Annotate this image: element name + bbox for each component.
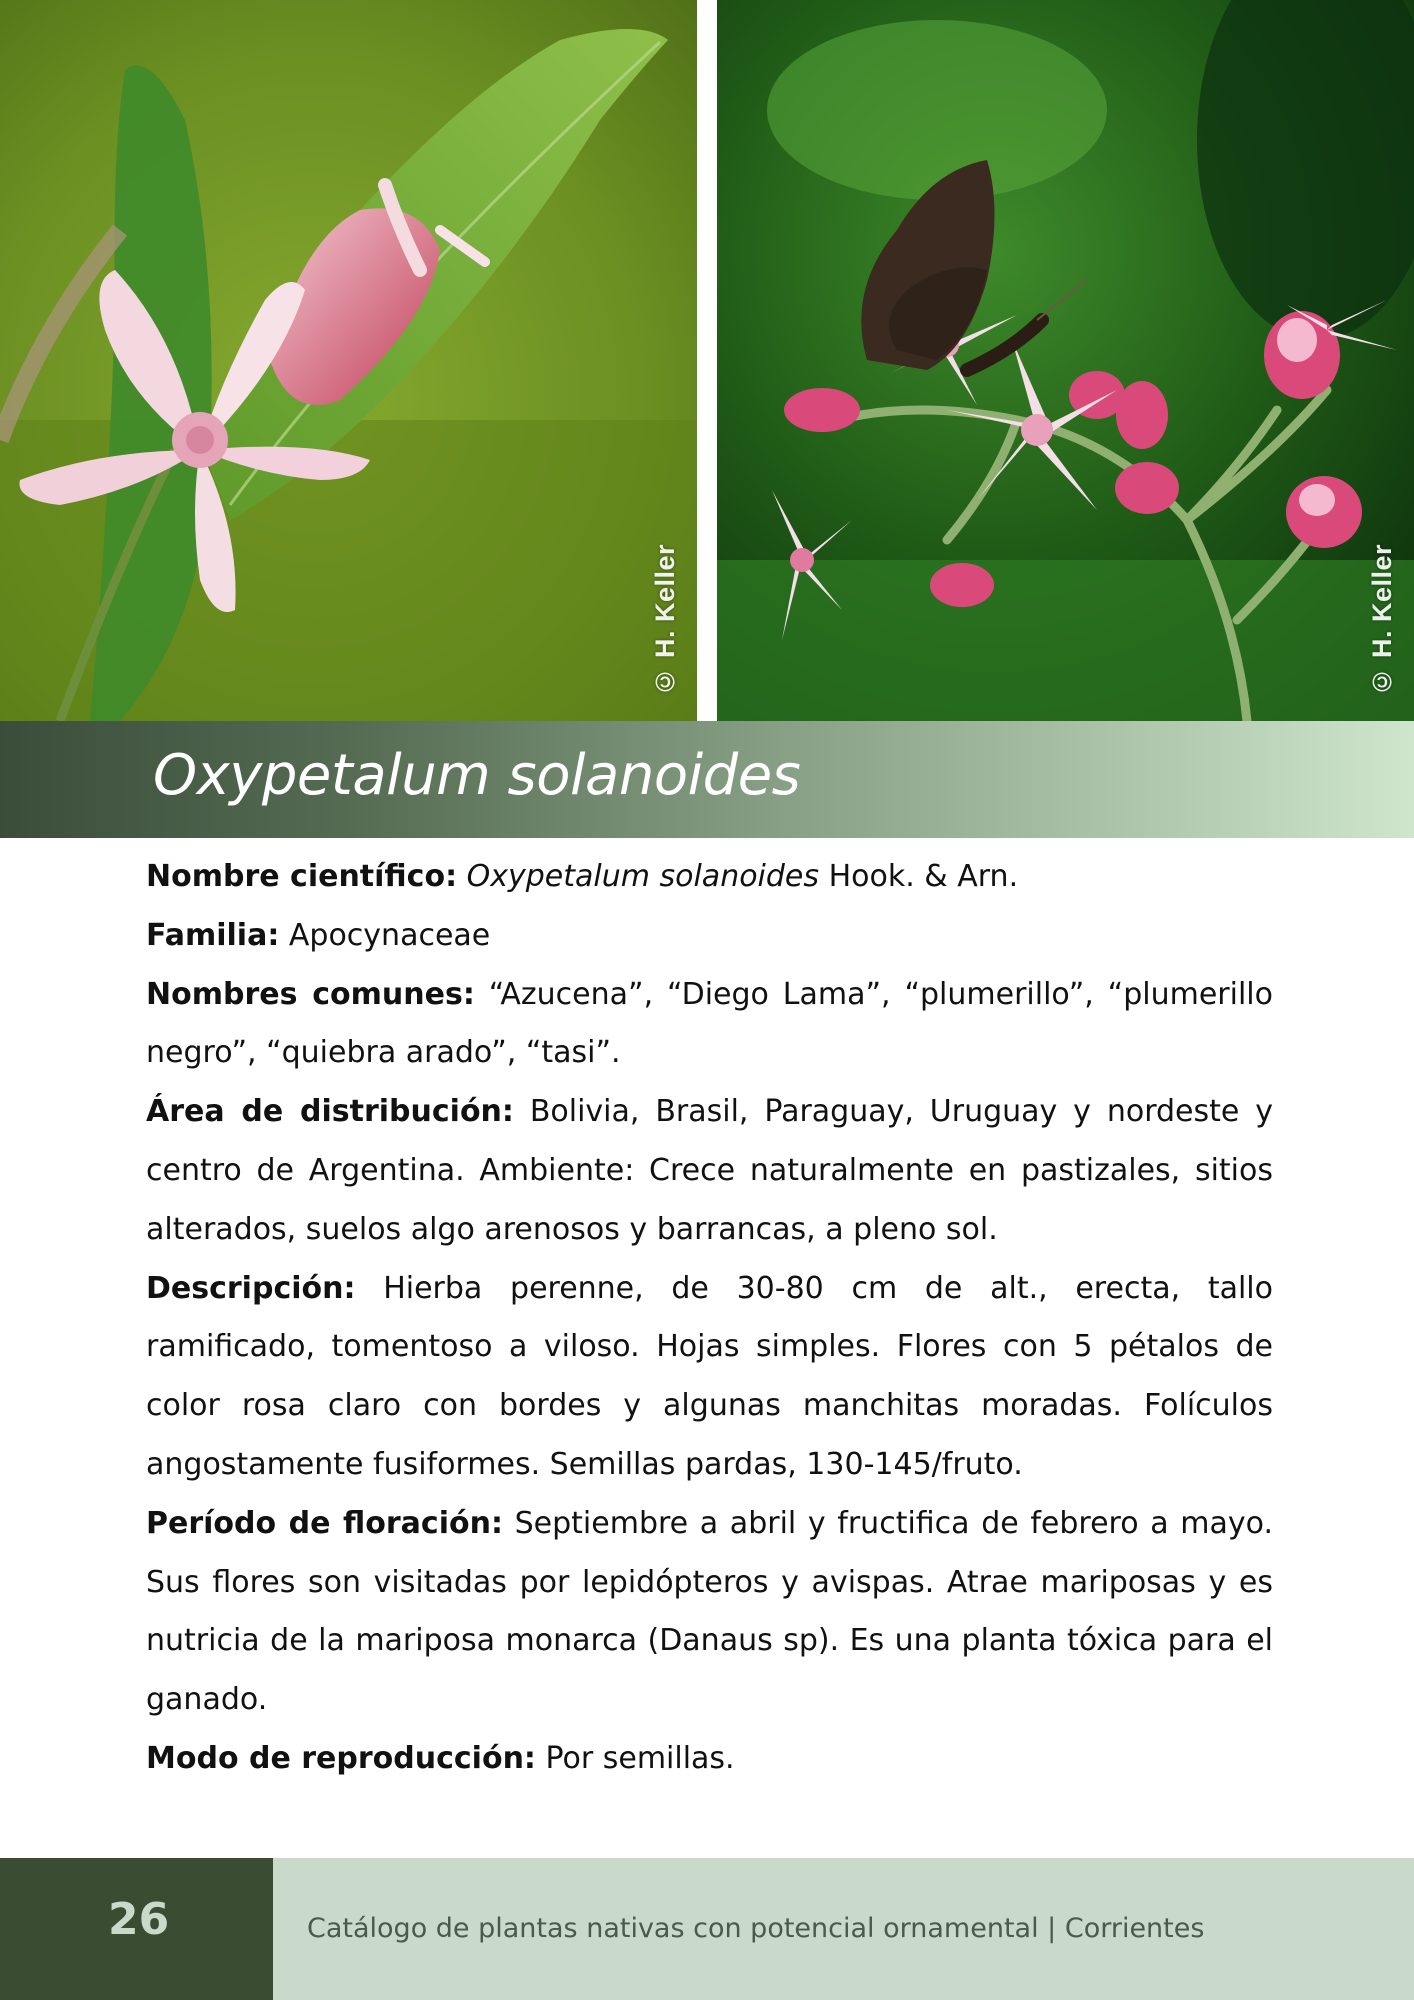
scientific-name-value: Oxypetalum solanoides (466, 859, 820, 894)
species-title-band (0, 721, 1414, 838)
photo-row (0, 0, 1414, 721)
field-label: Área de distribución: (146, 1094, 514, 1130)
field-family (146, 907, 1273, 966)
species-title: Oxypetalum solanoides (153, 743, 801, 808)
field-label: Familia: (146, 917, 280, 953)
photo-flower-closeup (0, 0, 697, 721)
field-flowering (146, 1495, 1273, 1730)
footer-title: Catálogo de plantas nativas con potencial ornamental | Corrientes (307, 1913, 1205, 1944)
field-scientific-name (146, 848, 1273, 907)
species-description (146, 848, 1273, 1789)
family-value: Apocynaceae (288, 917, 491, 953)
field-label: Nombre científico: (146, 859, 458, 894)
field-label: Nombres comunes: (146, 976, 475, 1012)
field-reproduction (146, 1730, 1273, 1789)
field-description (146, 1260, 1273, 1495)
photo-flowers-butterfly (717, 0, 1414, 721)
page-number-box (0, 1858, 273, 2000)
description-value: Hierba perenne, de 30-80 cm de alt., erecta, tallo ramificado, tomentoso a viloso. Hojas simples. Flores con 5 pétalos de color rosa claro con bordes y algunas manchitas moradas. Folículos angostamente fusiformes. Semillas pardas, 130-145/fruto. (146, 1270, 1273, 1482)
distribution-value: Bolivia, Brasil, Paraguay, Uruguay y nordeste y centro de Argentina. Ambiente: Crece naturalmente en pastizales, sitios alterados, suelos algo arenosos y barrancas, a pleno sol. (146, 1094, 1273, 1247)
field-label: Modo de reproducción: (146, 1740, 536, 1776)
reproduction-value: Por semillas. (545, 1740, 735, 1776)
photo-credit-right: © H. Keller (1367, 544, 1397, 697)
flower-closeup-image (0, 0, 697, 721)
page-number: 26 (108, 1894, 170, 1945)
flowering-value: Septiembre a abril y fructifica de febrero a mayo. Sus flores son visitadas por lepidópteros y avispas. Atrae mariposas y es nutricia de la mariposa monarca (Danaus sp). Es una planta tóxica para el ganado. (146, 1505, 1273, 1718)
field-common-names (146, 966, 1273, 1084)
field-distribution (146, 1083, 1273, 1259)
field-label: Descripción: (146, 1270, 356, 1306)
flowers-butterfly-image (717, 0, 1414, 721)
field-label: Período de floración: (146, 1505, 503, 1541)
common-names-value: “Azucena”, “Diego Lama”, “plumerillo”, “plumerillo negro”, “quiebra arado”, “tasi”. (146, 976, 1273, 1071)
page-footer (0, 1858, 1414, 2000)
photo-credit-left: © H. Keller (650, 544, 680, 697)
scientific-name-author: Hook. & Arn. (828, 859, 1019, 894)
